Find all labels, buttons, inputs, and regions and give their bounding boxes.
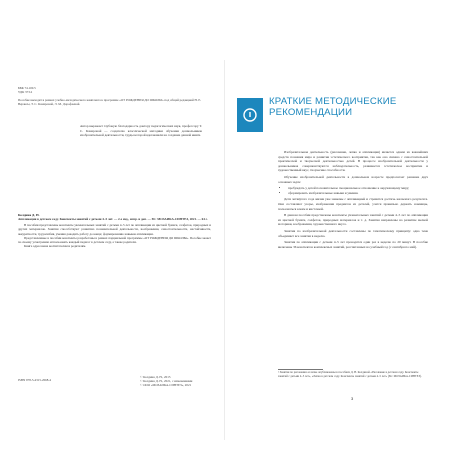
acknowledgement-text: Автор выражает глубокую благодарность доктору педагогических наук, профессору Т. С. Комаровой — создателю классической методики обучения дошкольников изобразительной деятельности, труды которой вдохновили на создание данной книги. xyxy=(80,124,202,138)
list-item: • пробуждать у детей положительное эмоциональное отношение к окружающему миру; xyxy=(288,186,428,191)
book-title: Аппликация в детском саду. Конспекты занятий с детьми 4–5 лет. — 2-е изд., испр. и доп. — М.: МОЗАИКА-СИНТЕЗ, 2021. — 64 с. xyxy=(18,217,208,222)
abstract-paragraph: Книга адресована воспитателям и родителям. xyxy=(24,243,87,248)
copyright-line: © Колдина Д. Н., 2015 xyxy=(140,375,171,379)
abstract xyxy=(18,223,211,248)
footnotes xyxy=(278,371,428,378)
task-list xyxy=(278,186,428,195)
section-title: КРАТКИЕ МЕТОДИЧЕСКИЕ РЕКОМЕНДАЦИИ xyxy=(269,96,397,118)
acknowledgement xyxy=(80,124,202,138)
abstract-paragraph: В пособии представлены конспекты увлекательных занятий с детьми 4–5 лет по аппликации из цветной бумаги, салфеток, природных и других материалов. Занятия способствуют развитию познавательной деятельности, воображения, самостоятельности, настойчивости, аккуратности, трудолюбия, умения доводить работу до конца; формированию навыков аппликации. xyxy=(18,223,211,236)
page-number: 3 xyxy=(351,396,354,401)
isbn: ISBN 978-5-4315-2068-4 xyxy=(18,378,52,382)
abstract-paragraph: Представленные в пособии конспекты разработаны в рамках парциальной программы «ОТ РОЖДЕНИЯ ДО ШКОЛЫ». Пособие может по своему усмотрению использовать каждый педагог в детском саду, а также родители. xyxy=(18,235,211,244)
classification-codes xyxy=(18,86,211,94)
bbk-code: ББК 74.100.5 xyxy=(18,86,36,90)
body-paragraph: Обучение изобразительной деятельности в дошкольном возрасте предполагает решение двух основных задач: xyxy=(278,174,428,184)
section-body xyxy=(278,150,428,251)
body-paragraph: Занятия по изобразительной деятельности составлены по тематическому принципу: одна тема объединяет все занятия в неделю. xyxy=(278,228,428,238)
author-name: Колдина Д. Н. xyxy=(18,212,40,217)
body-paragraph: Дети четвёртого года жизни уже знакомы с аппликацией и стремятся достичь желаемого результата. Они составляют узоры, изображения предметов из деталей, учатся правильно держать ножницы, пользоваться клеем и кисточкой. xyxy=(278,197,428,211)
body-paragraph: Занятия по аппликации с детьми 4–5 лет проводятся один раз в неделю по 20 минут. В пособие включены 36 конспектов комплексных занятий, рассчитанных на учебный год (с сентября по май). xyxy=(278,240,428,249)
body-paragraph: В данном пособии представлены конспекты увлекательных занятий с детьми 4–5 лет по аппликации из цветной бумаги, салфеток, природных материалов и т. д. Занятия направлены на развитие мелкой моторики, воображения, художественного вкуса. xyxy=(278,213,428,227)
power-icon xyxy=(242,107,258,123)
list-item: • сформировать изобразительные навыки и умения. xyxy=(288,191,428,196)
header-icon-box xyxy=(237,98,263,132)
copyright-line: © ООО «МОЗАИКА-СИНТЕЗ», 2021 xyxy=(140,383,192,388)
copyright-line: © Колдина Д. Н., 2021, с изменениями xyxy=(140,379,193,384)
footnote: ¹ Занятия по рисованию и лепке опубликованы в пособиях Д. Н. Колдиной «Рисование в детском саду. Конспекты занятий с детьми 4–5 лет», «Лепка в детском саду. Конспекты занятий с детьми 4–5 лет» (М.: МОЗАИКА-СИНТЕЗ). xyxy=(278,370,422,378)
body-paragraph: Изобразительная деятельность (рисование, лепка и аппликация) является одним из важнейших средств познания мира и развития эстетического восприятия, так как она связана с самостоятельной практической и творческой деятельностью детей. В процессе изобразительной деятельности у дошкольников совершенствуются наблюдательность, развивается эстетическое восприятие и художественный вкус, творческие способности. xyxy=(278,150,428,173)
udk-code: УДК 373.2 xyxy=(18,90,33,94)
right-page xyxy=(225,0,450,450)
copyright-block xyxy=(140,375,192,387)
series-note: Пособие выходит в рамках учебно-методического комплекта к программе «ОТ РОЖДЕНИЯ ДО ШКОЛЫ» под общей редакцией Н. Е. Вераксы, Т. С. Комаровой, Э. М. Дорофеевой. xyxy=(18,98,202,107)
